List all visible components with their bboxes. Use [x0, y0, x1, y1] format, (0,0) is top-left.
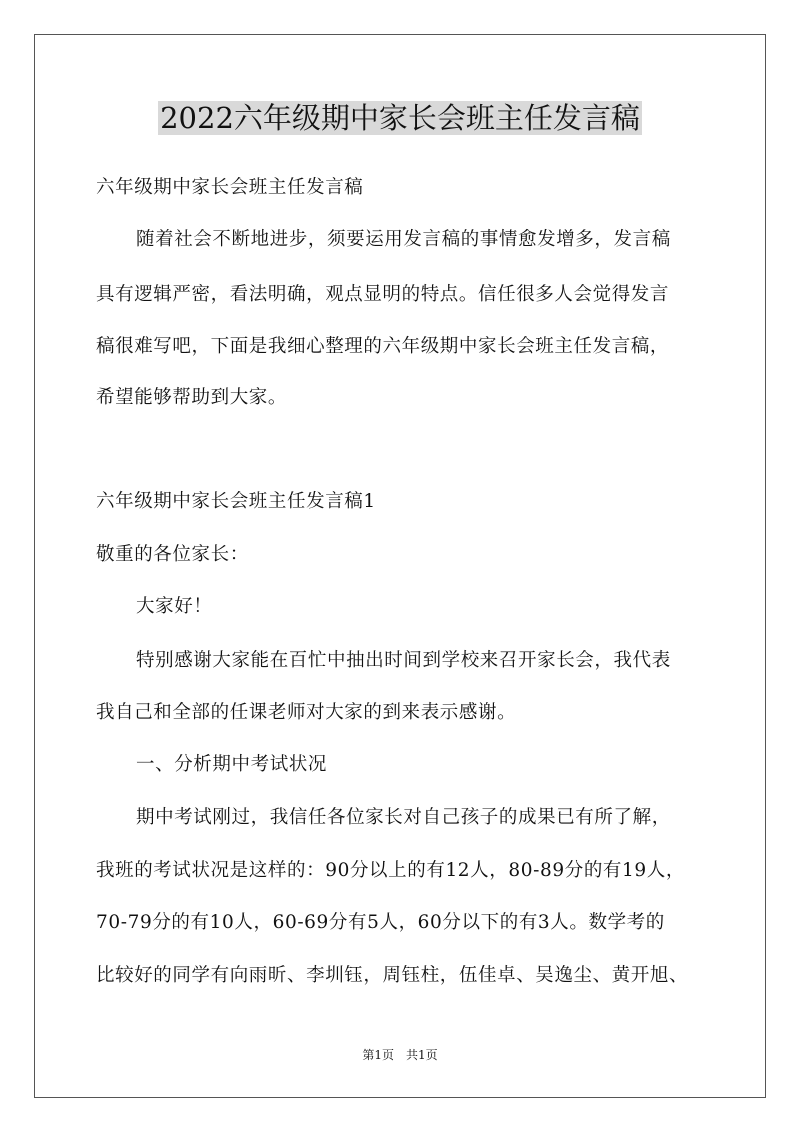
greeting: 大家好！: [136, 596, 213, 617]
section-heading: 六年级期中家长会班主任发言稿1: [96, 491, 376, 512]
page-footer: 第1页 共1页: [362, 1048, 438, 1062]
paragraph-line: 我班的考试状况是这样的：90分以上的有12人，80-89分的有19人，: [96, 860, 685, 881]
document-title: [0, 98, 800, 138]
paragraph-line: 稿很难写吧，下面是我细心整理的六年级期中家长会班主任发言稿，: [96, 336, 670, 357]
paragraph-line: 我自己和全部的任课老师对大家的到来表示感谢。: [96, 702, 517, 723]
paragraph-line: 具有逻辑严密，看法明确，观点显明的特点。信任很多人会觉得发言: [96, 284, 670, 305]
paragraph-line: 70-79分的有10人，60-69分有5人，60分以下的有3人。数学考的: [96, 912, 665, 933]
paragraph-line: 期中考试刚过，我信任各位家长对自己孩子的成果已有所了解，: [136, 807, 671, 828]
subsection-heading: 一、分析期中考试状况: [136, 754, 328, 775]
paragraph-line: 比较好的同学有向雨昕、李圳钰，周钰柱，伍佳卓、吴逸尘、黄开旭、: [96, 965, 689, 986]
subtitle-line: 六年级期中家长会班主任发言稿: [96, 177, 364, 198]
salutation: 敬重的各位家长：: [96, 544, 249, 565]
document-title-text: 2022六年级期中家长会班主任发言稿: [160, 101, 640, 135]
paragraph-line: 随着社会不断地进步，须要运用发言稿的事情愈发增多，发言稿: [136, 229, 671, 250]
paragraph-line: 特别感谢大家能在百忙中抽出时间到学校来召开家长会，我代表: [136, 650, 671, 671]
paragraph-line: 希望能够帮助到大家。: [96, 387, 288, 408]
